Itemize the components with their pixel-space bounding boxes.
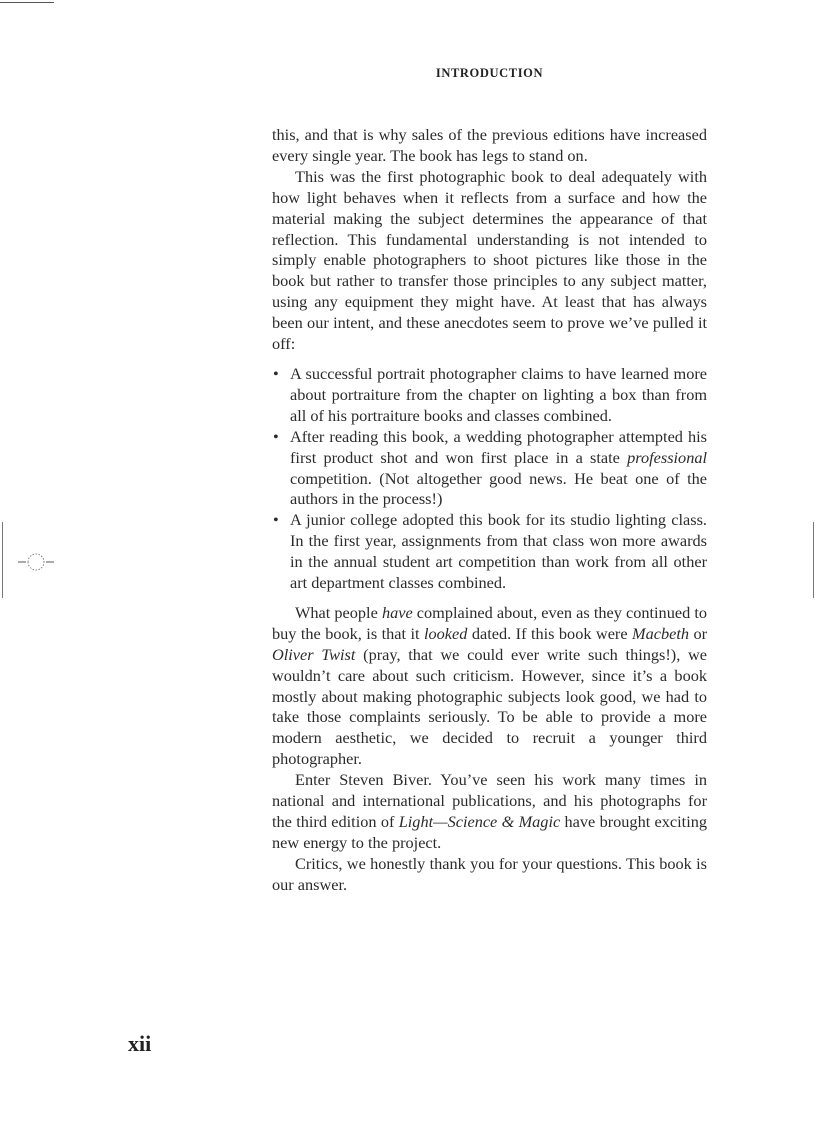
- list-item: [272, 510, 707, 594]
- paragraph-first-book: This was the first photographic book to deal adequately with how light behaves when it reflects from a surface and how the material making the subject determines the appearance of that reflection. This fundamental understanding is not intended to simply enable photographers to shoot pictures like those in the book but rather to transfer those principles to any subject matter, using any equipment they might have. At least that has always been our intent, and these anecdotes seem to prove we’ve pulled it off:: [272, 166, 707, 354]
- paragraph-biver: Enter Steven Biver. You’ve seen his work many times in national and international publications, and his photographs for the third edition of Light—Science & Magic have brought exciting new energy to the project.: [272, 770, 708, 852]
- running-head: INTRODUCTION: [435, 66, 544, 80]
- crop-mark-right: [813, 522, 814, 598]
- list-item: [272, 364, 707, 427]
- bullet-icon: •: [273, 510, 279, 530]
- bullet-emphasis: professional: [627, 447, 707, 467]
- continued-paragraph: this, and that is why sales of the previous editions have increased every single year. The book has legs to stand on.: [272, 125, 707, 165]
- registration-mark-icon: [18, 552, 54, 572]
- anecdote-list: [272, 364, 707, 594]
- crop-mark-top: [0, 2, 54, 3]
- bullet-text: competition. (Not altogether good news. He beat one of the authors in the process!): [290, 468, 707, 509]
- bullet-icon: •: [273, 363, 279, 383]
- crop-mark-left: [2, 522, 3, 598]
- bullet-icon: •: [273, 426, 279, 446]
- paragraph-critics: Critics, we honestly thank you for your questions. This book is our answer.: [272, 853, 707, 894]
- page-number: xii: [128, 1031, 152, 1056]
- body-text: [272, 125, 707, 896]
- bullet-text: A junior college adopted this book for its studio lighting class. In the first year, assignments from that class won more awards in the annual student art competition than work from all other art department classes combined.: [290, 510, 707, 593]
- bullet-text: After reading this book, a wedding photographer attempted his first product shot and won first place in a state: [290, 426, 707, 467]
- bullet-text: A successful portrait photographer claims to have learned more about portraiture from the chapter on lighting a box than from all of his portraiture books and classes combined.: [290, 363, 707, 425]
- paragraph-complaints: What people have complained about, even as they continued to buy the book, is that it looked dated. If this book were Macbeth or Oliver Twist (pray, that we could ever write such things!), we wouldn’t care about such criticism. However, since it’s a book mostly about making photographic subjects look good, we had to take those complaints seriously. To be able to provide a more modern aesthetic, we decided to recruit a younger third photographer.: [272, 602, 708, 769]
- list-item: [272, 427, 707, 511]
